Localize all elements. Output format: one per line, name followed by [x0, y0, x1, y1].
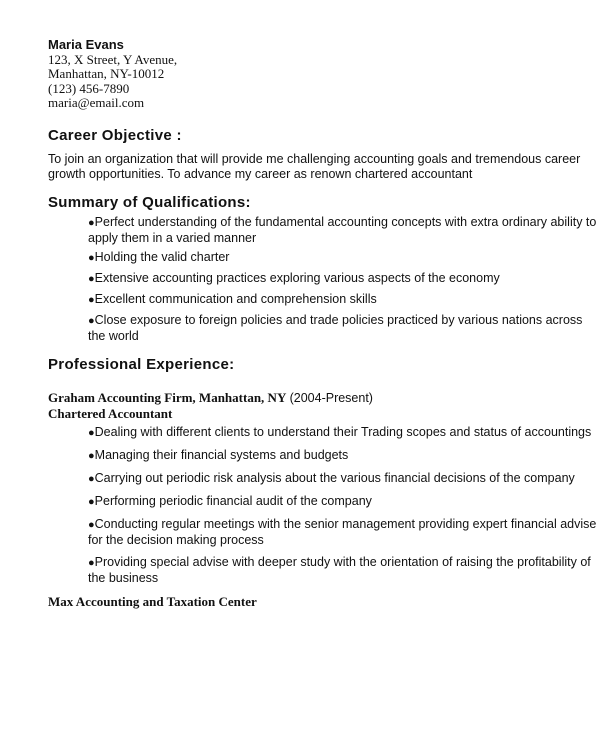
qualification-text: Excellent communication and comprehension skills	[94, 291, 377, 306]
employment-period: (2004-Present)	[289, 390, 373, 405]
duty-text: Carrying out periodic risk analysis about the various financial decisions of the company	[94, 470, 575, 485]
contact-name: Maria Evans	[48, 37, 124, 52]
job-title: Chartered Accountant	[48, 405, 173, 421]
duty-text: Conducting regular meetings with the senior management providing expert financial advise for the decision making process	[88, 516, 597, 547]
duty-item	[88, 471, 598, 487]
contact-phone: (123) 456-7890	[48, 80, 130, 96]
duty-text: Managing their financial systems and budgets	[94, 447, 349, 462]
duty-item	[88, 517, 598, 548]
bullet-icon: ●	[88, 449, 95, 462]
qualification-item	[88, 215, 598, 246]
employer-name: Graham Accounting Firm, Manhattan, NY	[48, 389, 287, 405]
bullet-icon: ●	[88, 495, 95, 508]
bullet-icon: ●	[88, 426, 95, 439]
bullet-icon: ●	[88, 518, 95, 531]
career-objective-heading: Career Objective :	[48, 126, 182, 144]
employer-name: Max Accounting and Taxation Center	[48, 593, 257, 609]
qualification-text: Perfect understanding of the fundamental accounting concepts with extra ordinary ability to apply them in a varied manner	[88, 214, 597, 245]
contact-email: maria@email.com	[48, 95, 145, 111]
career-objective-text: To join an organization that will provide me challenging accounting goals and tremendous career growth opportunities. To advance my career as renown chartered accountant	[48, 151, 581, 181]
contact-block	[48, 38, 596, 111]
employer-line	[48, 390, 596, 406]
duty-item	[88, 555, 598, 586]
bullet-icon: ●	[88, 556, 95, 569]
qualification-text: Close exposure to foreign policies and trade policies practiced by various nations across the world	[88, 312, 583, 343]
bullet-icon: ●	[88, 251, 95, 264]
duty-text: Performing periodic financial audit of the company	[94, 493, 372, 508]
qualification-item	[88, 292, 598, 308]
bullet-icon: ●	[88, 314, 95, 327]
duty-item	[88, 494, 598, 510]
qualification-text: Extensive accounting practices exploring various aspects of the economy	[94, 270, 500, 285]
contact-address-line2: Manhattan, NY-10012	[48, 66, 165, 82]
duty-item	[88, 425, 598, 441]
duty-item	[88, 448, 598, 464]
duties-list	[48, 425, 598, 586]
qualification-item	[88, 250, 598, 266]
qualification-item	[88, 313, 598, 344]
bullet-icon: ●	[88, 216, 95, 229]
experience-heading: Professional Experience:	[48, 355, 235, 373]
qualifications-list	[48, 215, 598, 344]
bullet-icon: ●	[88, 293, 95, 306]
employer-line	[48, 594, 596, 609]
resume-page	[48, 38, 596, 609]
qualifications-heading: Summary of Qualifications:	[48, 193, 251, 211]
qualification-item	[88, 271, 598, 287]
bullet-icon: ●	[88, 472, 95, 485]
bullet-icon: ●	[88, 272, 95, 285]
duty-text: Providing special advise with deeper study with the orientation of raising the profitability of the business	[88, 554, 591, 585]
contact-address-line1: 123, X Street, Y Avenue,	[48, 51, 178, 67]
qualification-text: Holding the valid charter	[94, 249, 230, 264]
duty-text: Dealing with different clients to understand their Trading scopes and status of accountings	[94, 424, 592, 439]
